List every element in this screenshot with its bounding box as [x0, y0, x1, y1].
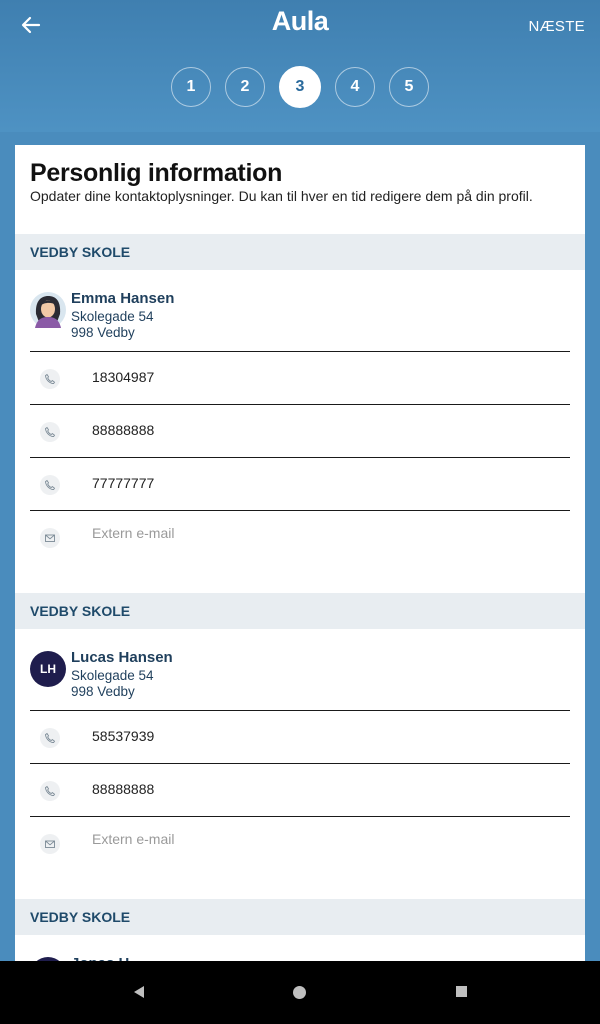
phone-row[interactable] [30, 404, 570, 456]
phone-row[interactable] [30, 763, 570, 815]
phone-row[interactable] [30, 710, 570, 762]
person-lucas [30, 649, 570, 713]
phone-icon [40, 369, 60, 389]
step-2[interactable]: 2 [225, 67, 265, 107]
phone-icon [40, 728, 60, 748]
circle-home-icon [292, 985, 307, 1000]
nav-recents-button[interactable] [455, 985, 468, 1003]
avatar [30, 292, 66, 328]
content-card [15, 145, 585, 961]
person-emma [30, 290, 570, 354]
person-address-street: Skolegade 54 [71, 309, 154, 324]
step-4[interactable]: 4 [335, 67, 375, 107]
mail-icon [40, 834, 60, 854]
email-field[interactable] [92, 525, 532, 541]
phone-number: 88888888 [92, 422, 155, 438]
app-logo: Aula [271, 6, 329, 36]
avatar: LH [30, 651, 66, 687]
email-row [30, 510, 570, 562]
next-button[interactable]: NÆSTE [528, 18, 585, 35]
person-address-street: Skolegade 54 [71, 668, 154, 683]
phone-number: 88888888 [92, 781, 155, 797]
nav-back-button[interactable] [132, 985, 146, 1004]
page-subtitle: Opdater dine kontaktoplysninger. Du kan til hver en tid redigere dem på din profil. [30, 188, 533, 204]
phone-number: 18304987 [92, 369, 155, 385]
section-header-school: VEDBY SKOLE [15, 234, 585, 270]
phone-row[interactable] [30, 351, 570, 403]
phone-number: 58537939 [92, 728, 155, 744]
person-address-city: 998 Vedby [71, 325, 135, 340]
step-5[interactable]: 5 [389, 67, 429, 107]
phone-number: 77777777 [92, 475, 155, 491]
triangle-back-icon [132, 985, 146, 999]
nav-home-button[interactable] [292, 985, 307, 1005]
email-field[interactable] [92, 831, 532, 847]
square-recents-icon [455, 985, 468, 998]
step-3[interactable]: 3 [279, 66, 321, 108]
avatar-photo-icon [30, 292, 66, 328]
system-nav-bar [0, 961, 600, 1024]
section-header-school: VEDBY SKOLE [15, 593, 585, 629]
person-name: Emma Hansen [71, 290, 175, 307]
mail-icon [40, 528, 60, 548]
phone-icon [40, 475, 60, 495]
phone-row[interactable] [30, 457, 570, 509]
phone-icon [40, 781, 60, 801]
step-1[interactable]: 1 [171, 67, 211, 107]
top-header [0, 0, 600, 132]
section-header-school: VEDBY SKOLE [15, 899, 585, 935]
step-indicator [0, 67, 600, 107]
email-row [30, 816, 570, 868]
person-address-city: 998 Vedby [71, 684, 135, 699]
phone-icon [40, 422, 60, 442]
person-name: Lucas Hansen [71, 649, 173, 666]
page-title: Personlig information [30, 159, 283, 187]
